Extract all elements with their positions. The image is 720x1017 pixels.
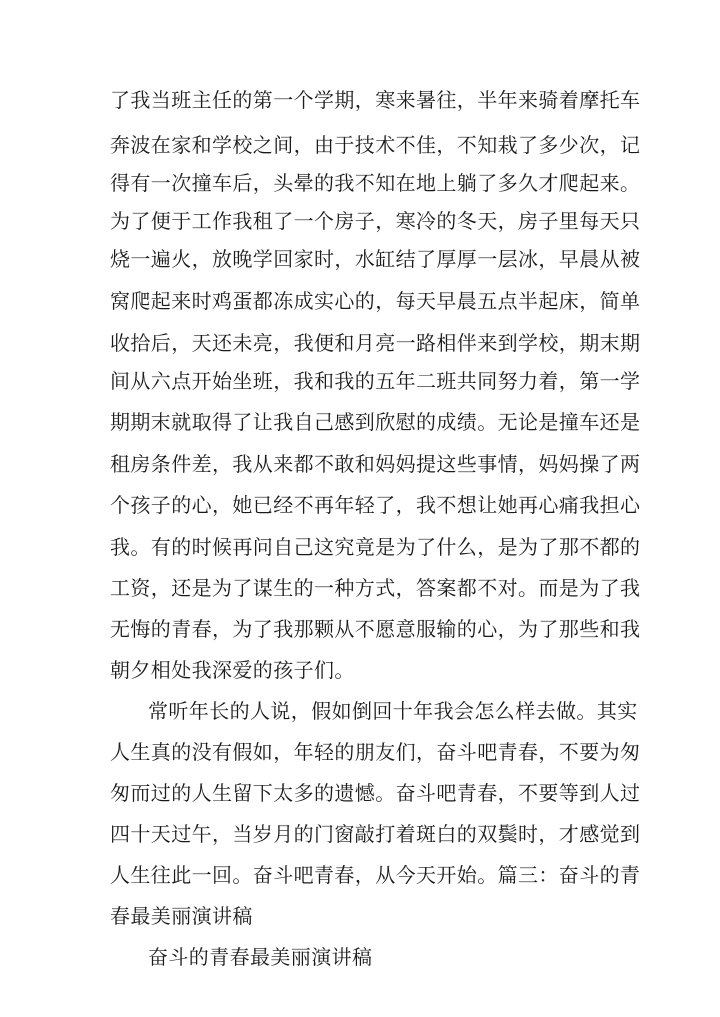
text-line: 烧一遍火，放晚学回家时，水缸结了厚厚一层冰，早晨从被 xyxy=(110,247,641,271)
text-line: 租房条件差，我从来都不敢和妈妈提这些事情，妈妈操了两 xyxy=(110,452,641,476)
text-line: 期期末就取得了让我自己感到欣慰的成绩。无论是撞车还是 xyxy=(110,410,641,434)
text-line: 人生往此一回。奋斗吧青春，从今天开始。篇三：奋斗的青 xyxy=(110,863,641,887)
text-line: 无悔的青春，为了我那颗从不愿意服输的心，为了那些和我 xyxy=(110,617,641,641)
section-heading: 奋斗的青春最美丽演讲稿 xyxy=(148,945,373,969)
text-line: 工资，还是为了谋生的一种方式，答案都不对。而是为了我 xyxy=(110,576,641,600)
text-line: 春最美丽演讲稿 xyxy=(110,904,253,928)
text-line: 个孩子的心，她已经不再年轻了，我不想让她再心痛我担心 xyxy=(110,493,641,517)
paragraph-first-line: 常听年长的人说，假如倒回十年我会怎么样去做。其实 xyxy=(148,699,638,723)
text-line: 奔波在家和学校之间，由于技术不佳，不知栽了多少次，记 xyxy=(110,133,641,157)
text-line: 朝夕相处我深爱的孩子们。 xyxy=(110,658,355,682)
text-line: 得有一次撞车后，头晕的我不知在地上躺了多久才爬起来。 xyxy=(110,171,641,195)
text-line: 我。有的时候再问自己这究竟是为了什么，是为了那不都的 xyxy=(110,535,641,559)
text-line: 四十天过午，当岁月的门窗敲打着斑白的双鬓时，才感觉到 xyxy=(110,822,641,846)
text-line: 为了便于工作我租了一个房子，寒冷的冬天，房子里每天只 xyxy=(110,209,641,233)
text-line: 了我当班主任的第一个学期，寒来暑往，半年来骑着摩托车 xyxy=(110,88,641,112)
text-line: 窝爬起来时鸡蛋都冻成实心的，每天早晨五点半起床，简单 xyxy=(110,289,641,313)
text-line: 匆而过的人生留下太多的遗憾。奋斗吧青春，不要等到人过 xyxy=(110,781,641,805)
text-line: 间从六点开始坐班，我和我的五年二班共同努力着，第一学 xyxy=(110,369,641,393)
text-line: 人生真的没有假如，年轻的朋友们，奋斗吧青春，不要为匆 xyxy=(110,740,641,764)
text-line: 收拾后，天还未亮，我便和月亮一路相伴来到学校，期末期 xyxy=(110,331,641,355)
